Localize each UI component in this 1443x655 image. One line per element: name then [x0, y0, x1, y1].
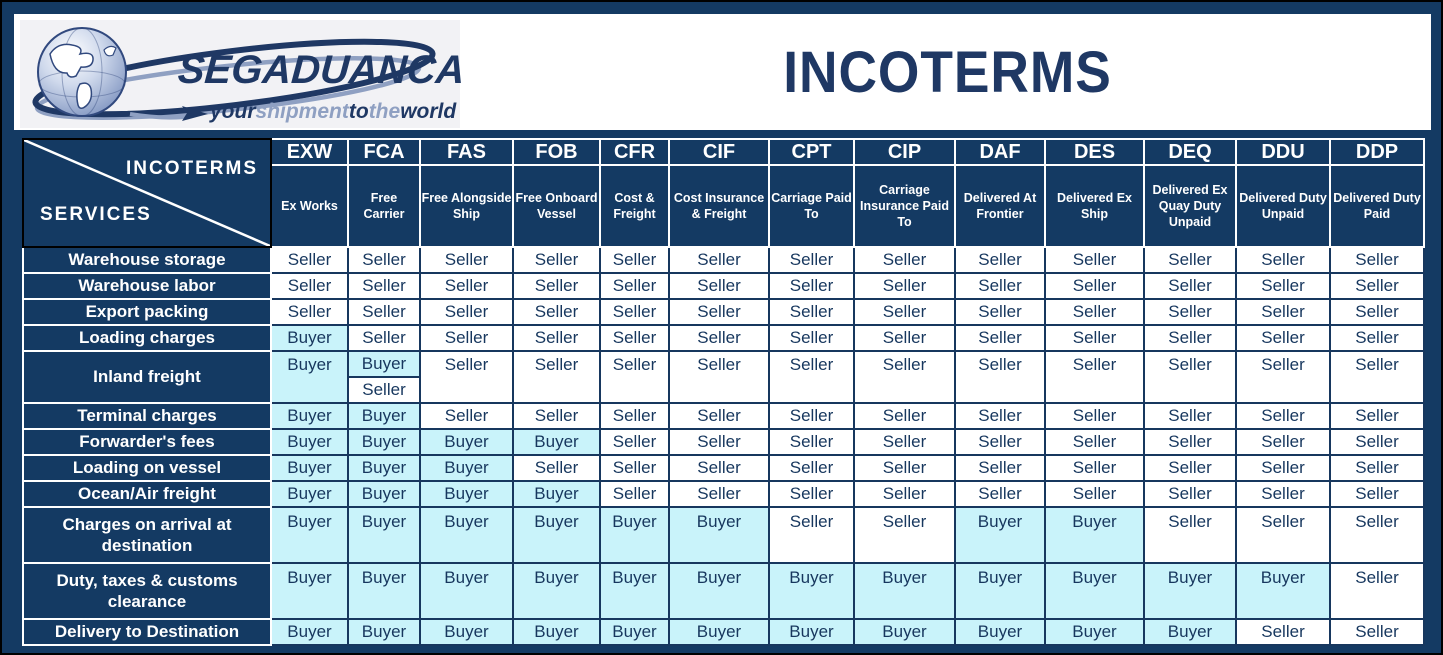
incoterm-name-daf: Delivered At Frontier [955, 165, 1045, 247]
table-row [23, 481, 1424, 507]
incoterm-name-fca: Free Carrier [348, 165, 420, 247]
incoterm-code-cif: CIF [669, 139, 769, 165]
responsibility-cell: Seller [854, 247, 955, 273]
responsibility-cell: Buyer [348, 403, 420, 429]
responsibility-cell: Seller [1236, 325, 1330, 351]
responsibility-cell: Buyer [1144, 619, 1236, 645]
responsibility-cell: Buyer [420, 563, 513, 619]
responsibility-cell: Seller [1144, 429, 1236, 455]
responsibility-cell: Seller [669, 247, 769, 273]
responsibility-cell: Seller [1330, 563, 1424, 619]
responsibility-cell: Seller [1045, 403, 1144, 429]
service-label: Charges on arrival at destination [23, 507, 271, 563]
responsibility-cell: Buyer [955, 507, 1045, 563]
responsibility-cell: Buyer [600, 563, 669, 619]
incoterm-code-exw: EXW [271, 139, 348, 165]
incoterm-code-cpt: CPT [769, 139, 854, 165]
responsibility-cell: Seller [1236, 299, 1330, 325]
service-label: Duty, taxes & customs clearance [23, 563, 271, 619]
responsibility-cell: Seller [1144, 299, 1236, 325]
responsibility-cell: Buyer [769, 563, 854, 619]
responsibility-cell: Seller [1330, 403, 1424, 429]
responsibility-cell: Seller [1236, 429, 1330, 455]
responsibility-cell: Buyer [271, 403, 348, 429]
responsibility-cell: Seller [1144, 325, 1236, 351]
responsibility-cell: Seller [420, 299, 513, 325]
incoterm-name-fas: Free Alongside Ship [420, 165, 513, 247]
brand-logo [20, 20, 467, 128]
responsibility-cell: Seller [1144, 403, 1236, 429]
responsibility-cell: Seller [1236, 619, 1330, 645]
table-row [23, 619, 1424, 645]
responsibility-cell: Buyer [600, 507, 669, 563]
page-title: INCOTERMS [783, 39, 1112, 105]
responsibility-cell: Seller [769, 455, 854, 481]
responsibility-cell: Seller [513, 403, 600, 429]
responsibility-cell: Buyer [669, 507, 769, 563]
responsibility-cell: Seller [955, 273, 1045, 299]
responsibility-cell: Seller [769, 325, 854, 351]
responsibility-cell: Buyer [348, 563, 420, 619]
responsibility-cell: Seller [854, 455, 955, 481]
responsibility-cell: Seller [513, 273, 600, 299]
responsibility-cell: Seller [769, 351, 854, 403]
service-label: Loading on vessel [23, 455, 271, 481]
responsibility-cell: Seller [513, 247, 600, 273]
table-row [23, 273, 1424, 299]
service-label: Export packing [23, 299, 271, 325]
responsibility-cell: Buyer [513, 619, 600, 645]
responsibility-cell: Buyer [1045, 507, 1144, 563]
responsibility-cell: Buyer [769, 619, 854, 645]
responsibility-cell: Seller [669, 273, 769, 299]
responsibility-cell: Buyer [271, 325, 348, 351]
service-label: Forwarder's fees [23, 429, 271, 455]
responsibility-cell: Buyer [513, 429, 600, 455]
responsibility-cell: Seller [854, 273, 955, 299]
incoterm-name-ddu: Delivered Duty Unpaid [1236, 165, 1330, 247]
table-row [23, 299, 1424, 325]
tagline-word: to [348, 100, 369, 123]
incoterm-name-cif: Cost Insurance & Freight [669, 165, 769, 247]
responsibility-cell: Seller [1330, 455, 1424, 481]
responsibility-cell: Seller [955, 247, 1045, 273]
tagline-word: world [400, 100, 457, 123]
tagline-word: the [368, 100, 401, 123]
responsibility-cell: Seller [854, 351, 955, 403]
responsibility-cell: Seller [1045, 455, 1144, 481]
responsibility-cell: Buyer [271, 351, 348, 403]
responsibility-cell: Seller [669, 351, 769, 403]
responsibility-cell: Seller [600, 429, 669, 455]
responsibility-cell: Buyer [669, 563, 769, 619]
responsibility-cell: Buyer [271, 455, 348, 481]
responsibility-cell: Buyer [669, 619, 769, 645]
responsibility-cell: Buyer [348, 351, 420, 377]
header-banner [14, 14, 1431, 130]
responsibility-cell: Seller [513, 455, 600, 481]
responsibility-cell: Buyer [348, 455, 420, 481]
incoterm-code-cfr: CFR [600, 139, 669, 165]
incoterm-code-ddp: DDP [1330, 139, 1424, 165]
responsibility-cell: Buyer [348, 619, 420, 645]
responsibility-cell: Seller [1330, 507, 1424, 563]
responsibility-cell: Seller [420, 325, 513, 351]
responsibility-cell: Seller [854, 325, 955, 351]
responsibility-cell: Seller [955, 481, 1045, 507]
responsibility-cell: Seller [669, 403, 769, 429]
responsibility-cell: Seller [1236, 247, 1330, 273]
incoterm-name-des: Delivered Ex Ship [1045, 165, 1144, 247]
table-row [23, 325, 1424, 351]
service-label: Ocean/Air freight [23, 481, 271, 507]
responsibility-cell: Seller [1330, 325, 1424, 351]
responsibility-cell: Seller [769, 481, 854, 507]
responsibility-cell: Seller [669, 455, 769, 481]
responsibility-cell: Buyer [513, 481, 600, 507]
incoterm-code-fob: FOB [513, 139, 600, 165]
responsibility-cell: Buyer [1144, 563, 1236, 619]
responsibility-cell: Seller [1330, 429, 1424, 455]
responsibility-cell: Seller [854, 403, 955, 429]
incoterm-name-cpt: Carriage Paid To [769, 165, 854, 247]
service-label: Delivery to Destination [23, 619, 271, 645]
responsibility-cell: Seller [600, 455, 669, 481]
responsibility-cell: Seller [1045, 481, 1144, 507]
responsibility-cell: Seller [854, 481, 955, 507]
responsibility-cell: Seller [669, 299, 769, 325]
responsibility-cell: Buyer [271, 619, 348, 645]
responsibility-cell: Seller [769, 429, 854, 455]
responsibility-cell: Seller [420, 273, 513, 299]
responsibility-cell: Seller [955, 455, 1045, 481]
responsibility-cell: Buyer [348, 481, 420, 507]
responsibility-cell: Seller [1045, 299, 1144, 325]
responsibility-cell: Seller [420, 403, 513, 429]
responsibility-cell: Seller [1236, 455, 1330, 481]
responsibility-cell: Buyer [271, 429, 348, 455]
responsibility-cell: Buyer [420, 429, 513, 455]
responsibility-cell: Seller [348, 325, 420, 351]
responsibility-cell: Buyer [271, 507, 348, 563]
responsibility-cell: Seller [955, 429, 1045, 455]
responsibility-cell: Seller [955, 299, 1045, 325]
responsibility-cell: Seller [1236, 273, 1330, 299]
table-row [23, 563, 1424, 619]
responsibility-cell: Seller [420, 351, 513, 403]
incoterm-codes-row [23, 139, 1424, 165]
responsibility-cell: Buyer [1045, 619, 1144, 645]
responsibility-cell: Seller [600, 481, 669, 507]
responsibility-cell: Buyer [420, 507, 513, 563]
responsibility-cell: Seller [955, 403, 1045, 429]
responsibility-cell: Seller [669, 429, 769, 455]
incoterm-code-fca: FCA [348, 139, 420, 165]
responsibility-cell: Seller [271, 299, 348, 325]
responsibility-cell: Buyer [348, 429, 420, 455]
tagline-word: shipment [255, 100, 349, 123]
responsibility-cell: Buyer [854, 563, 955, 619]
table-row [23, 351, 1424, 377]
incoterm-name-cfr: Cost & Freight [600, 165, 669, 247]
responsibility-cell: Seller [1144, 351, 1236, 403]
responsibility-cell: Seller [513, 325, 600, 351]
responsibility-cell: Buyer [271, 481, 348, 507]
responsibility-cell: Seller [600, 247, 669, 273]
responsibility-cell: Seller [600, 351, 669, 403]
responsibility-cell: Buyer [420, 481, 513, 507]
service-label: Warehouse storage [23, 247, 271, 273]
responsibility-cell: Seller [854, 299, 955, 325]
responsibility-cell: Seller [348, 247, 420, 273]
incoterm-name-cip: Carriage Insurance Paid To [854, 165, 955, 247]
responsibility-cell: Buyer [513, 563, 600, 619]
responsibility-cell: Seller [513, 351, 600, 403]
incoterms-table [22, 138, 1425, 646]
responsibility-cell: Seller [600, 273, 669, 299]
tagline-word: your [210, 100, 256, 123]
incoterm-name-deq: Delivered Ex Quay Duty Unpaid [1144, 165, 1236, 247]
responsibility-cell: Seller [1045, 247, 1144, 273]
responsibility-cell: Buyer [1045, 563, 1144, 619]
responsibility-cell: Seller [600, 325, 669, 351]
service-label: Terminal charges [23, 403, 271, 429]
responsibility-cell: Buyer [348, 507, 420, 563]
responsibility-cell: Seller [1330, 247, 1424, 273]
responsibility-cell: Seller [1144, 247, 1236, 273]
table-row [23, 429, 1424, 455]
responsibility-cell: Seller [420, 247, 513, 273]
responsibility-cell: Buyer [1236, 563, 1330, 619]
brand-tagline [210, 100, 456, 124]
responsibility-cell: Seller [271, 247, 348, 273]
responsibility-cell: Buyer [955, 619, 1045, 645]
incoterm-name-fob: Free Onboard Vessel [513, 165, 600, 247]
table-row [23, 455, 1424, 481]
responsibility-cell: Seller [348, 299, 420, 325]
responsibility-cell: Seller [1330, 481, 1424, 507]
responsibility-cell: Seller [1330, 619, 1424, 645]
responsibility-cell: Seller [669, 481, 769, 507]
responsibility-cell: Seller [1045, 351, 1144, 403]
table-row [23, 507, 1424, 563]
page-title-wrap [464, 14, 1431, 130]
responsibility-cell: Buyer [955, 563, 1045, 619]
responsibility-cell: Seller [1144, 507, 1236, 563]
responsibility-cell: Seller [769, 247, 854, 273]
responsibility-cell: Seller [1330, 351, 1424, 403]
diagonal-divider [24, 140, 270, 246]
responsibility-cell: Seller [271, 273, 348, 299]
responsibility-cell: Seller [1144, 273, 1236, 299]
service-label: Inland freight [23, 351, 271, 403]
responsibility-cell: Seller [348, 273, 420, 299]
incoterm-code-daf: DAF [955, 139, 1045, 165]
responsibility-cell: Seller [955, 351, 1045, 403]
incoterm-code-des: DES [1045, 139, 1144, 165]
incoterm-code-ddu: DDU [1236, 139, 1330, 165]
incoterm-code-cip: CIP [854, 139, 955, 165]
responsibility-cell: Seller [600, 299, 669, 325]
responsibility-cell: Seller [1330, 299, 1424, 325]
table-row [23, 403, 1424, 429]
responsibility-cell: Seller [1330, 273, 1424, 299]
incoterm-name-exw: Ex Works [271, 165, 348, 247]
responsibility-cell: Seller [1236, 507, 1330, 563]
corner-services-label: SERVICES [40, 204, 152, 225]
responsibility-cell: Seller [955, 325, 1045, 351]
incoterm-name-ddp: Delivered Duty Paid [1330, 165, 1424, 247]
incoterm-code-deq: DEQ [1144, 139, 1236, 165]
responsibility-cell: Seller [769, 299, 854, 325]
responsibility-cell: Buyer [271, 563, 348, 619]
responsibility-cell: Seller [348, 377, 420, 403]
responsibility-cell: Buyer [513, 507, 600, 563]
responsibility-cell: Seller [600, 403, 669, 429]
responsibility-cell: Seller [769, 403, 854, 429]
responsibility-cell: Seller [1144, 455, 1236, 481]
service-label: Loading charges [23, 325, 271, 351]
responsibility-cell: Seller [1045, 429, 1144, 455]
responsibility-cell: Seller [769, 507, 854, 563]
responsibility-cell: Seller [513, 299, 600, 325]
responsibility-cell: Seller [669, 325, 769, 351]
responsibility-cell: Buyer [420, 619, 513, 645]
responsibility-cell: Seller [1045, 273, 1144, 299]
responsibility-cell: Buyer [854, 619, 955, 645]
responsibility-cell: Seller [1144, 481, 1236, 507]
responsibility-cell: Seller [1236, 481, 1330, 507]
incoterm-code-fas: FAS [420, 139, 513, 165]
responsibility-cell: Seller [1236, 351, 1330, 403]
responsibility-cell: Seller [1236, 403, 1330, 429]
brand-name: SEGADUANCA [176, 48, 467, 92]
responsibility-cell: Seller [769, 273, 854, 299]
responsibility-cell: Seller [854, 507, 955, 563]
responsibility-cell: Buyer [600, 619, 669, 645]
table-row [23, 247, 1424, 273]
responsibility-cell: Seller [854, 429, 955, 455]
responsibility-cell: Seller [1045, 325, 1144, 351]
responsibility-cell: Buyer [420, 455, 513, 481]
corner-incoterms-label: INCOTERMS [126, 158, 258, 179]
service-label: Warehouse labor [23, 273, 271, 299]
table-corner-header [23, 139, 271, 247]
